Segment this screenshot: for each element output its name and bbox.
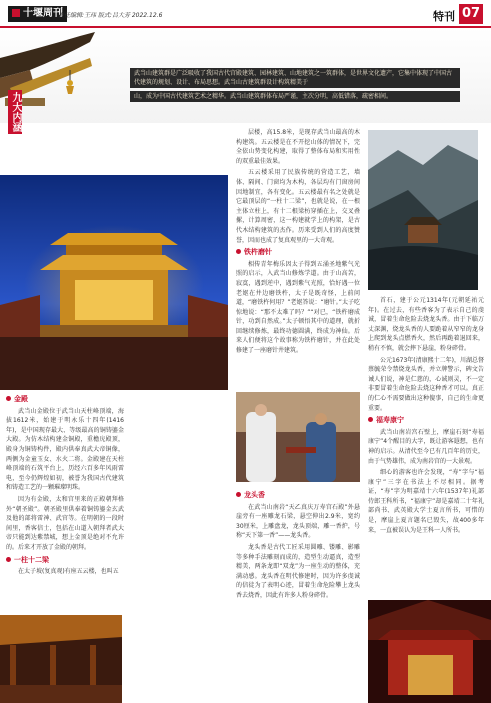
intro-text <box>130 68 460 105</box>
paragraph: 首石，建于公元1314年(元朝延祐元年)。在过去，有些香客为了表示自己的虔诚，冒着生命危险去烧龙头香。由于下临万丈深渊，烧龙头香的人要跪着从窄窄的龙身上爬到龙头点燃香火，然后再跪着退回来，稍有不慎，就会摔下悬崖，粉身碎骨。 <box>368 297 484 352</box>
paragraph: 在太子坡(复真观)有座五云楼，也叫五 <box>18 568 119 576</box>
column-3 <box>368 296 484 537</box>
banner <box>0 28 491 123</box>
paragraph: 相传青年梅乐因太子得到五涌圣地紫气光照的启示，入武当山修炼学道。由于山高苦，寂寞，遇到逆中，遇到紫气光照，恰好遇一位老妪在井边磨铁杵，太子是既奇怪，上前问道，“磨铁杵何用？”老妪答说：“磨针。”太子吃惊地说：“那不太难了吗？”“对已，“铁杵磨成针，功到自然成。”太子顿悟其中的道理，就折回继续修炼，最终功德圆满，终成为神仙。后来人们便将这个故事称为铁杵磨针，并在此处修建了一座磨针井建筑。 <box>236 260 360 355</box>
paragraph: 因为有金殿，太和宫里来的正殿朝拜格外“朝圣殿”。朝圣殿里供奉着铜铸鎏金玄武及他的部将雷神、武官等。在明朝的一段时间里，香客信士，包括在山道入朝拜者武大帝只能到达紫禁城，想上金顶是绝对不允许的。后来才开放了金殿的朝拜。 <box>6 495 124 551</box>
golden-hall-photo <box>0 175 228 390</box>
paragraph: 武当山金殿位于武当山天柱峰顶端，海拔1612米，始建于明永乐十四年(1416年)，是中国现存最大、等级最高的铜铸鎏金大殿。为仿木结构建金铜殿，重檐庑殿顶，殿身为铜铸构件，殿内供奉真武大帝铜像，两侧为金童玉女、水火二将。金殿建在天柱峰顶端的石筑平台上，历经六百多年风雨雷电，至今仍辉煌如初，被誉为我国古代建筑和铸造工艺的一颗璀璨明珠。 <box>6 407 124 492</box>
editor-line: 责任编辑:王玮 版式:吕大芳 2022.12.6 <box>58 12 163 19</box>
red-temple-photo <box>368 600 491 703</box>
subhead-one-pillar: 一柱十二梁 <box>6 556 124 566</box>
paragraph: 细心的游客也许会发现，“寿”字与“福康宁”三字在书法上不尽相同。据考证，“寿”字为明嘉靖十六年(1537年)礼部侍郎王科所书，“福康宁”却是嘉靖二十年礼部尚书、武英殿大学士夏言所书，可惜的是，摩崖上夏言题名已毁失，故400多年来，一直被误认为是王科一人所书。 <box>368 469 484 534</box>
paragraph: 层楼，高15.8米，是现存武当山最高的木构建筑。五云楼是在不开挖山体的情况下，完全依山势变化构建，取得了整体布局和实用性的双重最佳效果。 <box>236 129 360 165</box>
bullet-icon <box>236 492 241 497</box>
paragraph: 武当山南岩宫石壁上，摩崖石刻“寿福康宁”4个醒目的大字，既让游客遐想，也有神的启示。从清代至今已有几百年的历史，由于气势雄伟，成为南岩宫的一大景观。 <box>368 428 484 465</box>
paragraph: 在武当山南岩“天乙真庆万寿宫石殿”外悬崖旁有一座雕龙石梁，悬空伸出2.9米，宽约30厘米，上雕盘龙，龙头顶端，雕一香炉，号称“天下第一香”——龙头香。 <box>236 503 360 540</box>
bullet-icon <box>236 249 241 254</box>
bullet-icon <box>368 417 373 422</box>
column-1 <box>6 392 124 579</box>
subhead-dragon-incense: 龙头香 <box>236 491 360 501</box>
hall-interior-photo <box>0 615 122 703</box>
page-number: 07 <box>459 4 483 24</box>
monks-photo <box>236 392 360 482</box>
cliff-temple-photo <box>368 130 478 290</box>
section-label: 特刊 <box>433 10 455 23</box>
bullet-icon <box>6 396 11 401</box>
brand-square-icon <box>12 9 20 17</box>
bullet-icon <box>6 557 11 562</box>
paragraph: 五云楼采用了民族传统的营造工艺，墙体、隔间、门窗均为木构，各层均有门窗房间因地制宜，各有变化。五云楼最有名之处就是它最顶层的“一柱十二梁”，也就是说，在一根主体立柱上，有十二根梁枋穿插在上，交叉叠摞，计算周密，这一构建就学上的构架，是古代木结构建筑的杰作。历来受到人们的高度赞誉，因而也成了复真观里的一大奇观。 <box>236 169 360 244</box>
paragraph: 龙头香是古代工匠采用圆雕、镂雕、影雕等多种手法雕刻而成的，造型生动逼真，造型精美，两条龙即“双龙”为一座生动的整体，充满动感。龙头香在明代修建时，因为许多虔诚的信徒为了表明心迹，冒着生命危险攀上龙头香去烧香，因此有许多人粉身碎骨。 <box>236 543 360 599</box>
column-2-lower <box>236 488 360 603</box>
subhead-fortune: 福寿康宁 <box>368 416 484 426</box>
subhead-iron-rod: 铁杵磨针 <box>236 248 360 258</box>
intro-line-2: 山，成为中国古代建筑艺术之精华。武当山建筑群体布局严谨，主次分明，高低错落，疏密相间。 <box>130 91 460 102</box>
column-2 <box>236 128 360 358</box>
page-header <box>0 0 491 28</box>
brand-text: 十堰周刊 <box>23 8 63 19</box>
paragraph: 公元1673年(清康熙十二年)，川湖总督蔡毓荣令禁烧龙头香，并立牌警示，碑文告诫人们说，神是仁慈的，心诚则灵，不一定非要冒着生命危险去烧这种香才可以。真正的仁心不需要做出这种傻事，自己的生命更重要。 <box>368 356 484 412</box>
vertical-section-title: 九大内涵 <box>10 92 21 132</box>
intro-line-1: 武当山建筑群是广泛吸收了我国古代宫殿建筑、园林建筑、山地建筑之一筑群体，是世界文化遗产，它集中体现了中国古代建筑的规划、设计、布局思想。武当山古建筑群设计构筑精美于 <box>130 68 460 88</box>
subhead-golden-hall: 金殿 <box>6 395 124 405</box>
